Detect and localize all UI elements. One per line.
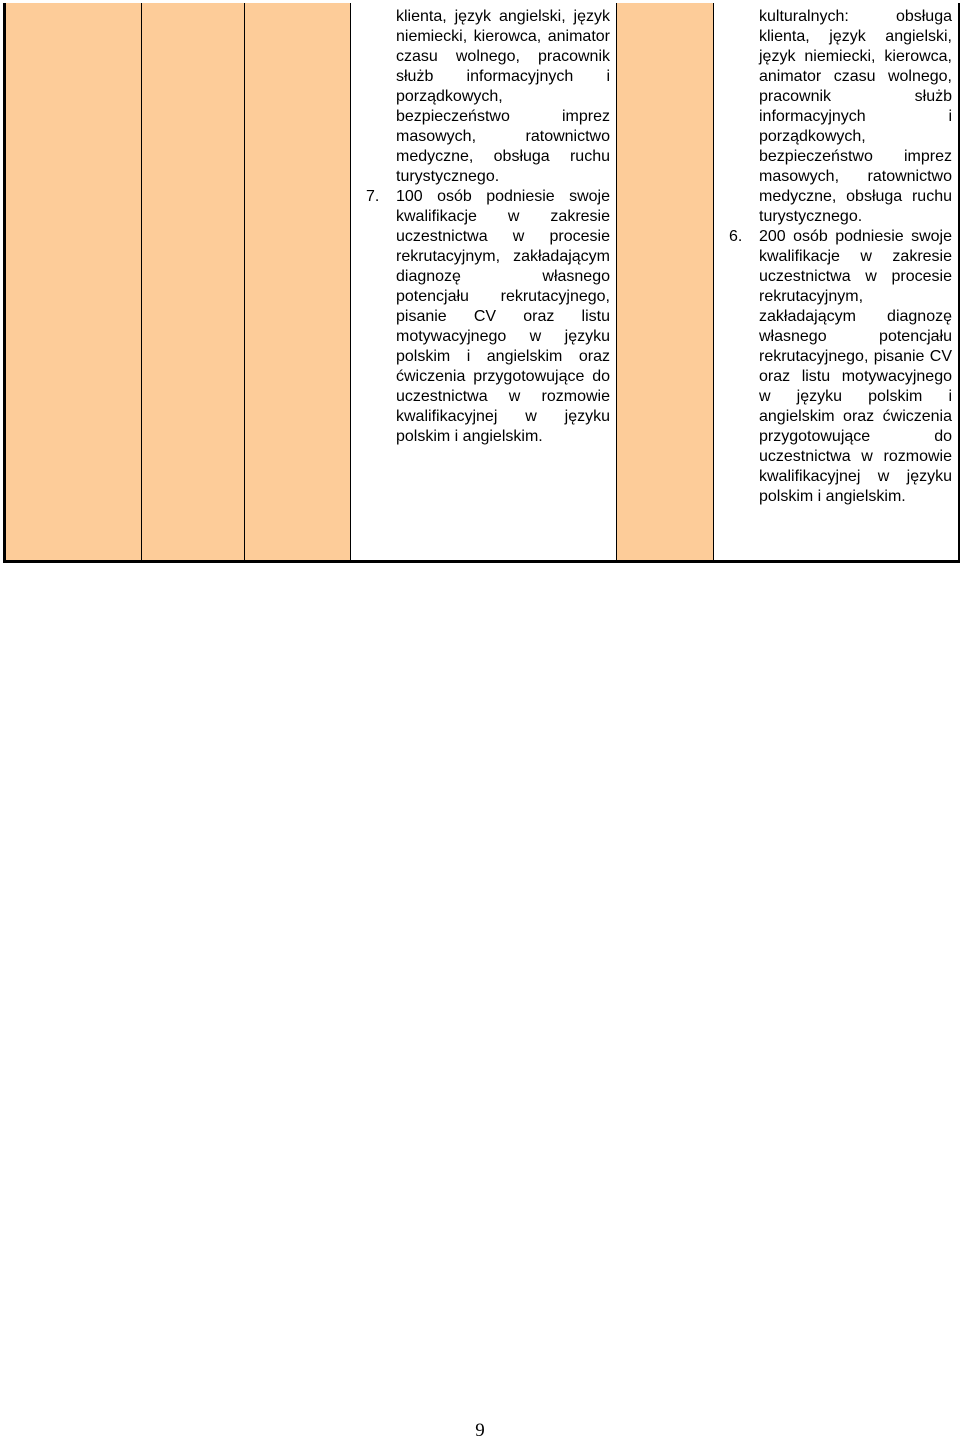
left-list-item xyxy=(357,187,610,447)
shaded-cell-5 xyxy=(617,3,714,562)
right-item-text: 200 osób podniesie swoje kwalifikacje w zakresie uczestnictwa w procesie rekrutacyjnym, zakładającym diagnozę własnego potencjału rekrutacyjnego, pisanie CV oraz listu motywacyjnego w języku polskim i angielskim oraz ćwiczenia przygotowujące do uczestnictwa w rozmowie kwalifikacyjnej w języku polskim i angielskim. xyxy=(759,228,952,505)
document-table xyxy=(3,3,960,563)
objectives-cell-left xyxy=(351,3,617,562)
shaded-cell-2 xyxy=(142,3,245,562)
right-item-number: 6. xyxy=(729,228,743,245)
shaded-cell-3 xyxy=(245,3,351,562)
left-continuation-text: klienta, język angielski, język niemiecki, kierowca, animator czasu wolnego, pracownik służb informacyjnych i porządkowych, bezpieczeństwo imprez masowych, ratownictwo medyczne, obsługa ruchu turystycznego. xyxy=(396,8,610,185)
table-row xyxy=(5,3,960,562)
objectives-cell-right xyxy=(714,3,960,562)
left-item-number: 7. xyxy=(366,188,380,205)
right-continuation-text: kulturalnych: obsługa klienta, język angielski, język niemiecki, kierowca, animator czasu wolnego, pracownik służb informacyjnych i porządkowych, bezpieczeństwo imprez masowych, ratownictwo medyczne, obsługa ruchu turystycznego. xyxy=(759,8,952,225)
right-list-item xyxy=(720,227,952,507)
left-item-text: 100 osób podniesie swoje kwalifikacje w zakresie uczestnictwa w procesie rekrutacyjnym, zakładającym diagnozę własnego potencjału rekrutacyjnego, pisanie CV oraz listu motywacyjnego w języku polskim i angielskim oraz ćwiczenia przygotowujące do uczestnictwa w rozmowie kwalifikacyjnej w języku polskim i angielskim. xyxy=(396,188,610,445)
page-number: 9 xyxy=(475,1420,485,1441)
shaded-cell-1 xyxy=(5,3,142,562)
